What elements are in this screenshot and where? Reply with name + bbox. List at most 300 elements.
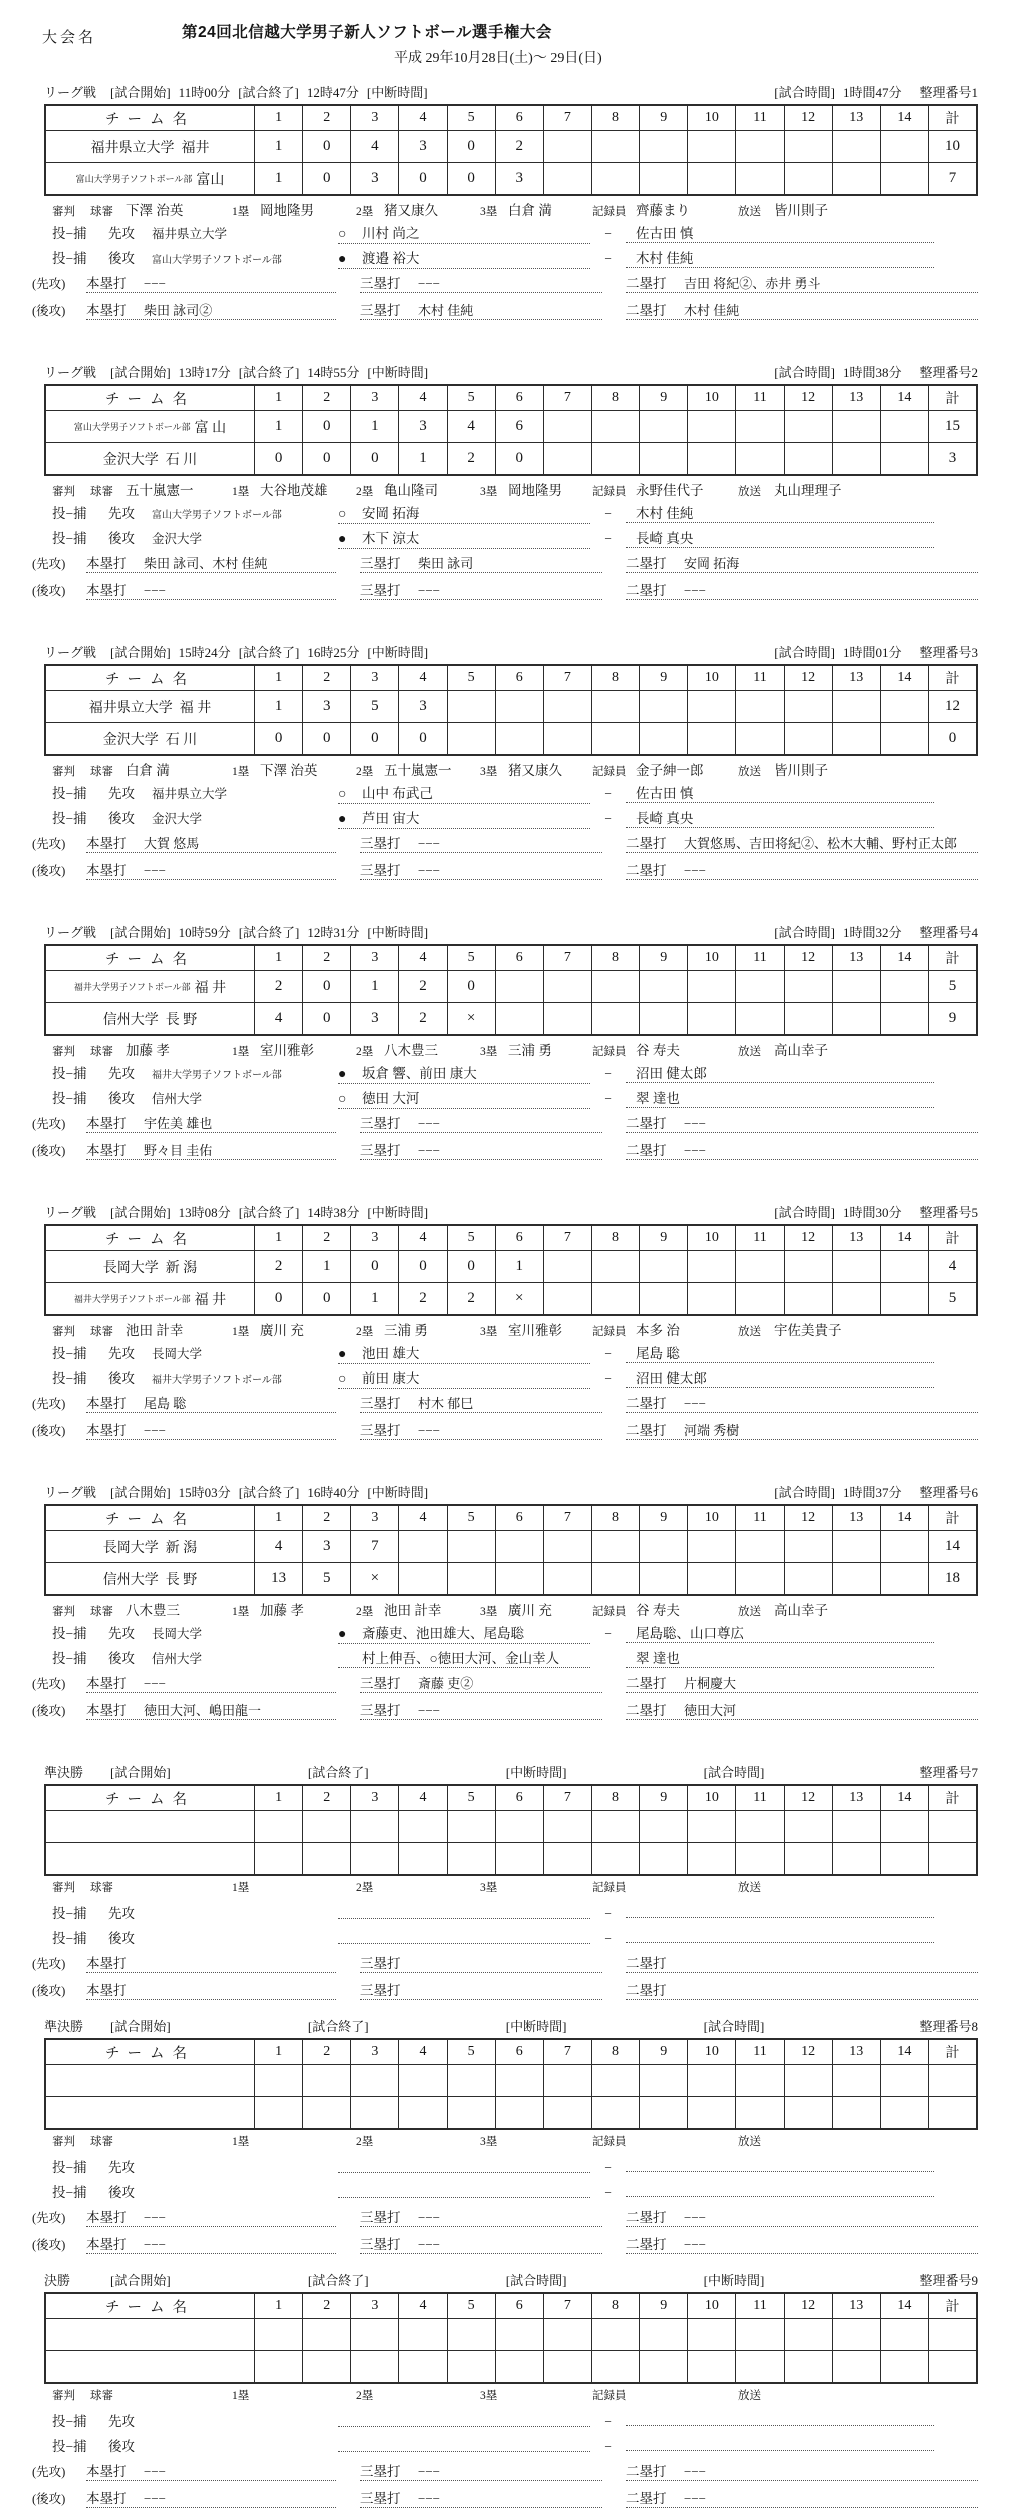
umpire-label: 審判 — [52, 2136, 75, 2148]
bottom-side-paren-label: (後攻) — [32, 1424, 66, 1438]
end-label: [試合終了] — [238, 85, 299, 100]
inning-score-cell: 0 — [350, 723, 398, 754]
inning-header-cell: 5 — [447, 1226, 495, 1250]
inning-score-cell — [687, 1251, 735, 1282]
home-run-column — [86, 272, 336, 293]
inning-score-cell: 1 — [254, 163, 302, 194]
end-time-group — [239, 362, 360, 381]
inning-score-cell — [832, 1563, 880, 1594]
innings-header-row — [46, 1226, 976, 1250]
inning-header-cell: 1 — [254, 1786, 302, 1810]
inning-score-cell — [350, 2319, 398, 2350]
inning-header-cell: 2 — [302, 946, 350, 970]
inning-header-cell: 1 — [254, 946, 302, 970]
triple-value: −−− — [418, 836, 440, 851]
team-name-cell — [46, 131, 254, 162]
inning-score-cell — [832, 2097, 880, 2128]
triple-label: 三塁打 — [360, 556, 401, 571]
double-value: 安岡 拓海 — [684, 556, 740, 571]
team-name-header: チーム名 — [105, 111, 195, 128]
top-side-paren-label: (先攻) — [32, 2211, 66, 2225]
triple-value: −−− — [418, 2491, 440, 2506]
team-name: 福井大学男子ソフトボール部 — [73, 982, 191, 992]
plate-umpire-label: 球審 — [90, 2390, 113, 2402]
inning-score-cell — [543, 131, 591, 162]
home-run-value: −−− — [144, 2237, 166, 2252]
inning-score-cell — [350, 1811, 398, 1842]
inning-header-cell: 4 — [398, 2040, 446, 2064]
end-time-group — [308, 1762, 506, 1781]
umpire-label: 審判 — [52, 1046, 75, 1058]
pitcher-names: 山中 布武己 — [362, 786, 433, 801]
inning-score-cell — [880, 971, 928, 1002]
team-row — [46, 2350, 976, 2382]
inning-header-cell: 12 — [784, 2040, 832, 2064]
inning-header-cell: 12 — [784, 666, 832, 690]
inning-score-cell — [784, 1531, 832, 1562]
game-section — [32, 362, 978, 606]
inning-score-cell — [880, 2097, 928, 2128]
duration-group — [774, 82, 901, 101]
inning-score-cell — [591, 1811, 639, 1842]
battery-label: 投−捕 — [52, 1906, 87, 1921]
hits-row-bottom — [32, 579, 978, 606]
inning-header-cell: 6 — [495, 2040, 543, 2064]
hits-row-bottom — [32, 2233, 978, 2260]
inning-header-cell: 10 — [687, 2040, 735, 2064]
umpire-label: 審判 — [52, 2390, 75, 2402]
inning-header-cell: 4 — [398, 1786, 446, 1810]
inning-score-cell — [735, 2319, 783, 2350]
inning-header-cell: 13 — [832, 2294, 880, 2318]
inning-header-cell: 4 — [398, 666, 446, 690]
start-label: [試合開始] — [110, 645, 171, 660]
plate-umpire-label: 球審 — [90, 486, 113, 498]
inning-header-cell: 5 — [447, 1506, 495, 1530]
double-column — [626, 579, 978, 600]
inning-score-cell — [735, 1811, 783, 1842]
duration-label: [試合時間] — [703, 1765, 765, 1780]
inning-score-cell — [398, 1563, 446, 1594]
total-score-cell: 5 — [928, 971, 976, 1002]
inning-score-cell: 0 — [302, 163, 350, 194]
triple-value: 村木 郁巳 — [418, 1396, 474, 1411]
third-base-umpire-name: 三浦 勇 — [508, 1043, 552, 1058]
inning-score-cell — [447, 2351, 495, 2382]
start-label: [試合開始] — [110, 1485, 171, 1500]
inning-score-cell — [735, 1563, 783, 1594]
double-value: 木村 佳純 — [684, 303, 740, 318]
battery-team-name: 信州大学 — [152, 1652, 203, 1666]
inning-header-cell: 7 — [543, 106, 591, 130]
end-time-group — [308, 2016, 506, 2035]
inning-header-cell: 8 — [591, 2294, 639, 2318]
end-label: [試合終了] — [307, 2273, 369, 2288]
battery-label: 投−捕 — [52, 1931, 87, 1946]
team-row — [46, 1810, 976, 1842]
inning-header-cell: 2 — [302, 1506, 350, 1530]
first-base-umpire-name: 廣川 充 — [260, 1323, 304, 1338]
second-base-label: 2塁 — [356, 1046, 374, 1058]
home-run-label: 本塁打 — [86, 1423, 127, 1438]
innings-header-row — [46, 666, 976, 690]
third-base-label: 3塁 — [480, 2390, 498, 2402]
inning-header-cell: 9 — [639, 946, 687, 970]
interruption-label: [中断時間] — [703, 2273, 765, 2288]
team-row — [46, 1002, 976, 1034]
plate-umpire-label: 球審 — [90, 1882, 113, 1894]
inning-score-cell — [687, 2351, 735, 2382]
announcer-name: 高山幸子 — [774, 1043, 828, 1058]
inning-header-cell: 12 — [784, 2294, 832, 2318]
plate-umpire-label: 球審 — [90, 1606, 113, 1618]
team-name: 信州大学 — [102, 1012, 159, 1028]
inning-score-cell — [735, 131, 783, 162]
inning-score-cell — [591, 2097, 639, 2128]
inning-header-cell: 14 — [880, 666, 928, 690]
inning-header-cell: 14 — [880, 946, 928, 970]
battery-label: 投−捕 — [52, 2439, 87, 2454]
inning-score-cell: 0 — [302, 1283, 350, 1314]
inning-score-cell — [543, 1283, 591, 1314]
triple-value: −−− — [418, 2210, 440, 2225]
battery-row-bottom — [52, 247, 978, 272]
home-run-value: 大賀 悠馬 — [144, 836, 200, 851]
inning-score-cell: 1 — [254, 131, 302, 162]
inning-score-cell — [350, 2351, 398, 2382]
innings-header-row — [46, 946, 976, 970]
inning-score-cell — [495, 1811, 543, 1842]
double-value: −−− — [684, 1396, 706, 1411]
hits-row-top — [32, 2206, 978, 2233]
game-section — [32, 1762, 979, 2006]
inning-score-cell — [495, 2319, 543, 2350]
announcer-label: 放送 — [738, 766, 761, 778]
inning-score-cell — [591, 691, 639, 722]
announcer-label: 放送 — [738, 2136, 761, 2148]
duration-group — [506, 2270, 704, 2289]
triple-label: 三塁打 — [360, 2210, 401, 2225]
inning-score-cell — [735, 2097, 783, 2128]
inning-score-cell — [639, 2097, 687, 2128]
team-name-cell — [46, 2065, 254, 2096]
team-row — [46, 1282, 976, 1314]
team-row — [46, 162, 976, 194]
triple-column — [360, 1419, 602, 1440]
games-list — [32, 82, 979, 2514]
round-label: 準決勝 — [44, 1765, 84, 1780]
bottom-side-paren-label: (後攻) — [32, 1704, 66, 1718]
scorer-label: 記録員 — [592, 2390, 627, 2402]
inning-header-cell: 1 — [254, 106, 302, 130]
end-time: 14時55分 — [307, 365, 360, 380]
double-label: 二塁打 — [626, 583, 667, 598]
first-base-umpire-name: 室川雅彰 — [260, 1043, 314, 1058]
inning-score-cell — [784, 691, 832, 722]
inning-header-cell: 5 — [447, 2294, 495, 2318]
plate-umpire-label: 球審 — [90, 1326, 113, 1338]
pitcher-line — [338, 1918, 590, 1919]
total-score-cell — [928, 1843, 976, 1874]
hits-row-bottom — [32, 1419, 978, 1446]
start-label: [試合開始] — [110, 2019, 171, 2034]
inning-score-cell — [880, 443, 928, 474]
third-base-label: 3塁 — [480, 1882, 498, 1894]
inning-header-cell: 3 — [350, 1506, 398, 1530]
battery-label: 投−捕 — [52, 531, 87, 546]
inning-score-cell: 4 — [254, 1531, 302, 1562]
inning-header-cell: 7 — [543, 1226, 591, 1250]
win-loss-mark: ● — [338, 252, 347, 267]
triple-value: 柴田 詠司 — [418, 556, 474, 571]
game-header-line — [44, 82, 978, 101]
round-label: リーグ戦 — [44, 1485, 97, 1500]
battery-label: 投−捕 — [52, 251, 87, 266]
triple-column — [360, 1979, 602, 2000]
score-table — [44, 1224, 978, 1316]
hits-row-top — [32, 1672, 978, 1699]
battery-label: 投−捕 — [52, 811, 87, 826]
round-label: 決勝 — [44, 2273, 71, 2288]
inning-score-cell: 0 — [302, 723, 350, 754]
team-row — [46, 690, 976, 722]
triple-label: 三塁打 — [360, 1116, 401, 1131]
innings-header-row — [46, 2040, 976, 2064]
inning-score-cell: 0 — [447, 131, 495, 162]
first-base-label: 1塁 — [232, 206, 250, 218]
total-score-cell: 9 — [928, 1003, 976, 1034]
inning-header-cell: 8 — [591, 386, 639, 410]
inning-score-cell: 0 — [398, 163, 446, 194]
start-time: 15時03分 — [178, 1485, 231, 1500]
triple-value: −−− — [418, 863, 440, 878]
inning-score-cell: 1 — [495, 1251, 543, 1282]
team-name-header: チーム名 — [105, 2299, 195, 2316]
inning-header-cell: 9 — [639, 106, 687, 130]
inning-header-cell: 1 — [254, 666, 302, 690]
double-column — [626, 1419, 978, 1440]
inning-score-cell: 2 — [398, 971, 446, 1002]
inning-score-cell — [880, 2319, 928, 2350]
battery-row-bottom — [52, 1647, 978, 1672]
team-name-header: チーム名 — [105, 1231, 195, 1248]
inning-header-cell: 計 — [928, 106, 976, 130]
inning-score-cell — [784, 1283, 832, 1314]
home-run-column — [86, 1139, 336, 1160]
first-base-umpire-name: 大谷地茂雄 — [260, 483, 328, 498]
inning-score-cell — [639, 723, 687, 754]
inning-header-cell: 13 — [832, 666, 880, 690]
team-name-cell — [46, 1843, 254, 1874]
inning-score-cell: 5 — [350, 691, 398, 722]
scorer-label: 記録員 — [592, 1046, 627, 1058]
inning-score-cell — [543, 2065, 591, 2096]
score-table — [44, 2038, 978, 2130]
pitcher-line — [338, 2426, 590, 2427]
inning-header-cell: 5 — [447, 106, 495, 130]
duration-label: [試合時間] — [774, 365, 835, 380]
top-side-label: 先攻 — [108, 2160, 135, 2175]
top-side-paren-label: (先攻) — [32, 1397, 66, 1411]
inning-score-cell — [543, 2351, 591, 2382]
inning-score-cell — [687, 691, 735, 722]
triple-column — [360, 859, 602, 880]
scorer-label: 記録員 — [592, 2136, 627, 2148]
inning-score-cell — [591, 1531, 639, 1562]
inning-header-cell: 10 — [687, 946, 735, 970]
inning-score-cell — [687, 2065, 735, 2096]
team-row — [46, 442, 976, 474]
inning-score-cell — [832, 443, 880, 474]
inning-score-cell — [591, 971, 639, 1002]
duration-label: [試合時間] — [774, 1205, 835, 1220]
start-label: [試合開始] — [110, 1765, 171, 1780]
inning-score-cell — [495, 1843, 543, 1874]
interruption-label: [中断時間] — [366, 85, 428, 100]
third-base-label: 3塁 — [480, 2136, 498, 2148]
home-run-column — [86, 1419, 336, 1440]
inning-score-cell — [687, 1531, 735, 1562]
inning-score-cell: 0 — [254, 1283, 302, 1314]
score-table — [44, 384, 978, 476]
end-label: [試合終了] — [238, 1205, 300, 1220]
inning-header-cell: 5 — [447, 386, 495, 410]
pitcher-line — [338, 247, 590, 269]
inning-score-cell — [543, 1843, 591, 1874]
home-run-value: −−− — [144, 2210, 166, 2225]
announcer-label: 放送 — [738, 1046, 761, 1058]
inning-score-cell — [591, 163, 639, 194]
inning-header-cell: 8 — [591, 1786, 639, 1810]
serial-number: 整理番号9 — [919, 2273, 979, 2288]
double-label: 二塁打 — [626, 2210, 667, 2225]
round-label: リーグ戦 — [44, 645, 97, 660]
end-label: [試合終了] — [307, 1765, 369, 1780]
triple-value: 木村 佳純 — [418, 303, 474, 318]
double-label: 二塁打 — [626, 1423, 667, 1438]
double-value: 徳田大河 — [684, 1703, 737, 1718]
battery-team-name: 福井県立大学 — [152, 787, 228, 801]
inning-header-cell: 9 — [639, 1506, 687, 1530]
inning-score-cell — [447, 691, 495, 722]
officials-row — [52, 2387, 978, 2409]
inning-score-cell — [398, 1843, 446, 1874]
team-region: 長 野 — [165, 1572, 198, 1588]
inning-header-cell: 計 — [928, 2040, 976, 2064]
game-header-line — [44, 642, 978, 661]
inning-score-cell — [784, 163, 832, 194]
announcer-name: 皆川則子 — [774, 763, 828, 778]
inning-score-cell — [880, 691, 928, 722]
hits-row-top — [32, 552, 978, 579]
inning-score-cell: 0 — [447, 163, 495, 194]
home-run-value: −−− — [144, 1676, 166, 1691]
inning-header-cell: 9 — [639, 2040, 687, 2064]
inning-header-cell: 4 — [398, 1226, 446, 1250]
battery-team-name: 福井県立大学 — [152, 227, 228, 241]
home-run-label: 本塁打 — [86, 1676, 127, 1691]
triple-column — [360, 1699, 602, 1720]
announcer-name: 丸山理理子 — [774, 483, 842, 498]
inning-score-cell: 5 — [302, 1563, 350, 1594]
inning-header-cell: 7 — [543, 946, 591, 970]
interruption-label: [中断時間] — [367, 365, 429, 380]
round-label: 準決勝 — [44, 2019, 84, 2034]
inning-header-cell: 14 — [880, 1506, 928, 1530]
bottom-side-label: 後攻 — [108, 1371, 135, 1386]
total-score-cell — [928, 1811, 976, 1842]
inning-score-cell — [495, 1003, 543, 1034]
battery-label: 投−捕 — [52, 2414, 87, 2429]
pitcher-line — [338, 1943, 590, 1944]
first-base-umpire-name: 加藤 孝 — [260, 1603, 304, 1618]
bottom-side-label: 後攻 — [108, 2185, 135, 2200]
inning-score-cell — [495, 971, 543, 1002]
inning-header-cell: 8 — [591, 2040, 639, 2064]
battery-row-bottom — [52, 1927, 978, 1952]
interruption-label: [中断時間] — [367, 925, 429, 940]
pitcher-line — [338, 782, 590, 804]
inning-score-cell — [832, 723, 880, 754]
team-name-header: チーム名 — [105, 671, 195, 688]
home-run-label: 本塁打 — [86, 1116, 127, 1131]
battery-label: 投−捕 — [52, 1346, 87, 1361]
battery-row-top — [52, 502, 978, 527]
score-table — [44, 104, 978, 196]
total-score-cell: 4 — [928, 1251, 976, 1282]
inning-score-cell — [495, 1531, 543, 1562]
inning-score-cell: × — [495, 1283, 543, 1314]
start-time: 10時59分 — [178, 925, 231, 940]
inning-score-cell: 0 — [495, 443, 543, 474]
score-table — [44, 1504, 978, 1596]
battery-row-bottom — [52, 807, 978, 832]
inning-score-cell — [784, 1843, 832, 1874]
pitcher-line — [338, 527, 590, 549]
inning-score-cell — [543, 1003, 591, 1034]
bottom-side-label: 後攻 — [108, 2439, 135, 2454]
inning-header-cell: 9 — [639, 386, 687, 410]
team-name-cell — [46, 2097, 254, 2128]
home-run-label: 本塁打 — [86, 836, 127, 851]
inning-header-cell: 計 — [928, 386, 976, 410]
double-column — [626, 1112, 978, 1133]
inning-score-cell — [880, 1283, 928, 1314]
home-run-label: 本塁打 — [86, 1703, 127, 1718]
inning-score-cell — [639, 2351, 687, 2382]
innings-header-row — [46, 1506, 976, 1530]
top-side-label: 先攻 — [108, 1626, 135, 1641]
double-column — [626, 1952, 978, 1973]
team-name-header: チーム名 — [105, 951, 195, 968]
tournament-title: 第24回北信越大学男子新人ソフトボール選手権大会 — [182, 24, 552, 41]
second-base-label: 2塁 — [356, 1326, 374, 1338]
battery-dash: − — [604, 2414, 612, 2429]
hits-row-bottom — [32, 2487, 978, 2514]
end-time-group — [308, 2270, 506, 2289]
inning-header-cell: 12 — [784, 1786, 832, 1810]
triple-label: 三塁打 — [360, 1423, 401, 1438]
inning-header-cell: 計 — [928, 946, 976, 970]
battery-dash: − — [604, 1066, 612, 1081]
inning-score-cell: 2 — [398, 1003, 446, 1034]
inning-score-cell — [784, 1563, 832, 1594]
home-run-label: 本塁打 — [86, 276, 127, 291]
inning-header-cell: 6 — [495, 386, 543, 410]
home-run-label: 本塁打 — [86, 1143, 127, 1158]
inning-score-cell — [302, 1843, 350, 1874]
hits-row-top — [32, 1392, 978, 1419]
